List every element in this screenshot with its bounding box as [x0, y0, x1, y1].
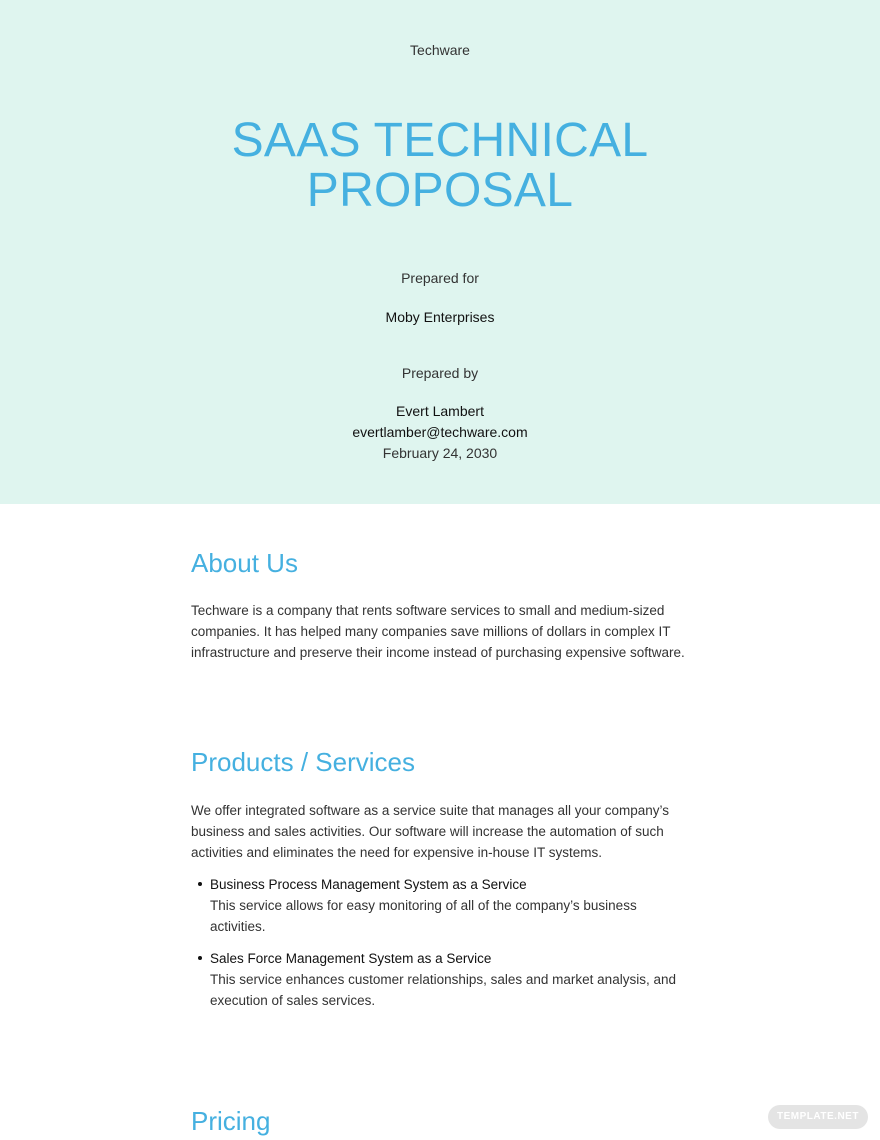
products-paragraph — [191, 800, 691, 863]
service-description — [210, 895, 680, 937]
service-title: Business Process Management System as a Service — [210, 877, 527, 892]
title-line-2: PROPOSAL — [306, 164, 574, 217]
document-date: February 24, 2030 — [382, 445, 498, 461]
service-title: Sales Force Management System as a Service — [210, 951, 492, 966]
author-name: Evert Lambert — [396, 403, 484, 419]
service-description — [210, 969, 680, 1011]
service-desc-line-1: This service allows for easy monitoring of all of the company’s business — [210, 898, 637, 913]
pricing-heading: Pricing — [191, 1106, 271, 1136]
about-line-2: companies. It has helped many companies save millions of dollars in complex IT — [191, 624, 671, 639]
service-desc-line-2: execution of sales services. — [210, 993, 376, 1008]
watermark-badge[interactable]: TEMPLATE.NET — [768, 1105, 868, 1129]
title-line-1: SAAS TECHNICAL — [231, 114, 649, 167]
author-email: evertlamber@techware.com — [352, 424, 528, 440]
products-heading: Products / Services — [191, 747, 415, 777]
prepared-for-label: Prepared for — [401, 270, 479, 286]
bullet-icon — [198, 882, 202, 886]
bullet-icon — [198, 956, 202, 960]
about-line-3: infrastructure and preserve their income instead of purchasing expensive software. — [191, 645, 685, 660]
about-line-1: Techware is a company that rents software services to small and medium-sized — [191, 603, 665, 618]
products-line-1: We offer integrated software as a service suite that manages all your company’s — [191, 803, 669, 818]
prepared-by-label: Prepared by — [401, 365, 479, 381]
products-line-3: activities and eliminates the need for expensive in-house IT systems. — [191, 845, 602, 860]
about-heading: About Us — [191, 548, 298, 578]
service-desc-line-2: activities. — [210, 919, 266, 934]
company-name: Techware — [410, 42, 470, 58]
document-title — [0, 116, 880, 216]
products-line-2: business and sales activities. Our software will increase the automation of such — [191, 824, 664, 839]
about-paragraph — [191, 600, 691, 663]
client-name: Moby Enterprises — [385, 309, 495, 325]
service-desc-line-1: This service enhances customer relationships, sales and market analysis, and — [210, 972, 676, 987]
